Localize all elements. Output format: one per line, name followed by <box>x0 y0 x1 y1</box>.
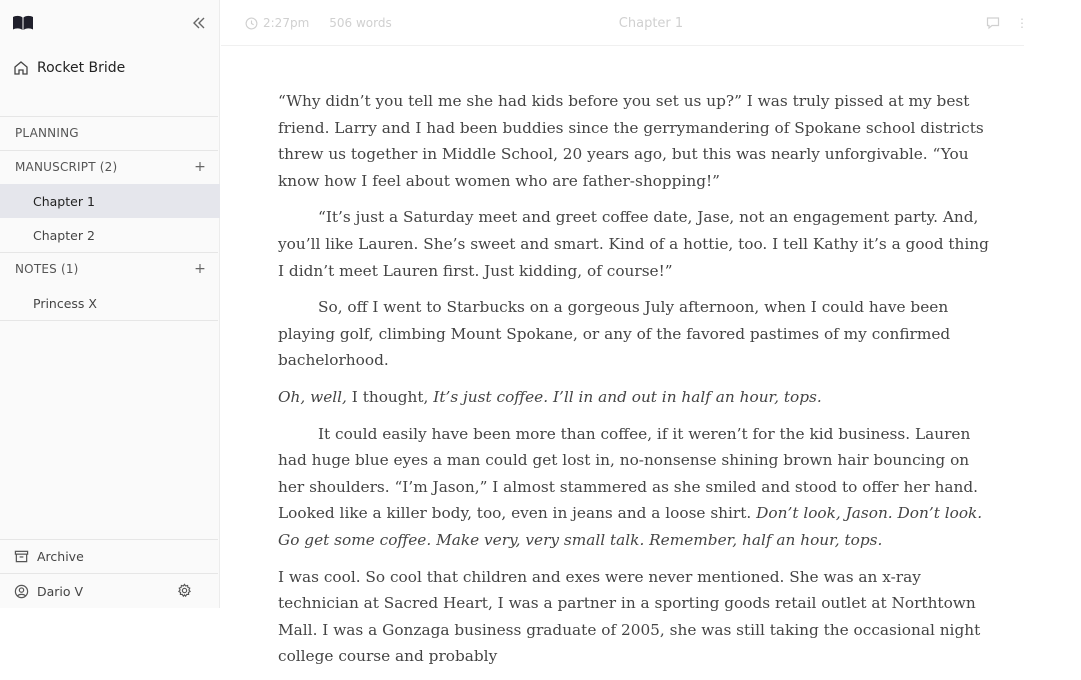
double-chevron-left-icon[interactable] <box>190 14 208 32</box>
divider <box>0 320 218 321</box>
open-book-icon[interactable] <box>12 15 34 31</box>
add-note-icon[interactable]: + <box>194 261 206 277</box>
editor-content[interactable] <box>278 88 998 680</box>
sidebar-item-label: Chapter 1 <box>33 193 95 209</box>
paragraph[interactable]: So, off I went to Starbucks on a gorgeous July afternoon, when I could have been playing golf, climbing Mount Spokane, or any of the favored pastimes of my confirmed bachelorhood. <box>278 298 951 370</box>
user-menu[interactable] <box>0 574 220 608</box>
section-notes-label: NOTES (1) <box>15 262 79 276</box>
sidebar-item-chapter-2[interactable] <box>0 218 220 252</box>
comment-icon[interactable] <box>986 16 1000 30</box>
archive-label: Archive <box>37 548 84 564</box>
italic-text: Oh, well, <box>278 387 347 406</box>
document-title[interactable]: Chapter 1 <box>618 16 684 31</box>
add-chapter-icon[interactable]: + <box>194 159 206 175</box>
section-manuscript[interactable] <box>0 150 220 184</box>
archive-icon <box>14 549 29 564</box>
section-notes[interactable] <box>0 252 220 286</box>
text-run: It could easily have been more than coffee, if it weren’t for the kid business. Lauren had huge blue eyes a man could get lost in, no-nonsense shining brown hair bouncing on her shoulders. “I’m Jason,” I almost stammered as she smiled and stood to offer her hand. Looked like a killer body, too, even in jeans and a loose shirt. <box>278 424 979 523</box>
italic-text: Don’t look, Jason. Don’t look. Go get some coffee. Make very, very small talk. Remember, half an hour, tops. <box>278 504 983 549</box>
sidebar-item-label: Chapter 2 <box>33 227 95 243</box>
sidebar <box>0 0 220 608</box>
section-planning-label: PLANNING <box>15 126 79 140</box>
paragraph[interactable]: I was cool. So cool that children and exes were never mentioned. She was an x-ray technician at Sacred Heart, I was a partner in a sporting goods retail outlet at Northtown Mall. I was a Gonzaga business graduate of 2005, she was still taking the occasional night college course and probably <box>278 567 981 666</box>
paragraph[interactable]: “Why didn’t you tell me she had kids before you set us up?” I was truly pissed at my best friend. Larry and I had been buddies since the gerrymandering of Spokane school districts threw us together in Middle School, 20 years ago, but this was nearly unforgivable. “You know how I feel about women who are father-shopping!” <box>278 92 984 190</box>
sidebar-item-label: Princess X <box>33 295 97 311</box>
text-run: I thought, <box>346 387 434 406</box>
current-time: 2:27pm <box>263 16 310 30</box>
sidebar-item-chapter-1[interactable] <box>0 184 220 218</box>
section-planning[interactable] <box>0 116 220 150</box>
archive-link[interactable] <box>0 539 220 573</box>
word-count: 506 words <box>329 16 392 30</box>
sidebar-item-princess-x[interactable] <box>0 286 220 320</box>
section-manuscript-label: MANUSCRIPT (2) <box>15 160 118 174</box>
gear-icon[interactable] <box>177 583 192 598</box>
project-title: Rocket Bride <box>37 60 126 76</box>
paragraph[interactable]: “It’s just a Saturday meet and greet coffee date, Jase, not an engagement party. And, you’ll like Lauren. She’s sweet and smart. Kind of a hottie, too. I tell Kathy it’s a good thing I didn’t meet Lauren first. Just kidding, of course!” <box>278 208 989 280</box>
paragraph[interactable] <box>278 421 998 554</box>
editor-topbar <box>221 0 1028 46</box>
sidebar-header <box>0 0 220 46</box>
home-icon <box>13 60 29 76</box>
more-icon[interactable]: ⋮ <box>1016 16 1028 30</box>
paragraph[interactable] <box>278 384 998 411</box>
user-name: Dario V <box>37 583 84 599</box>
italic-text: It’s just coffee. I’ll in and out in half an hour, tops. <box>433 387 822 406</box>
project-home-link[interactable] <box>0 52 220 84</box>
user-circle-icon <box>14 584 29 599</box>
